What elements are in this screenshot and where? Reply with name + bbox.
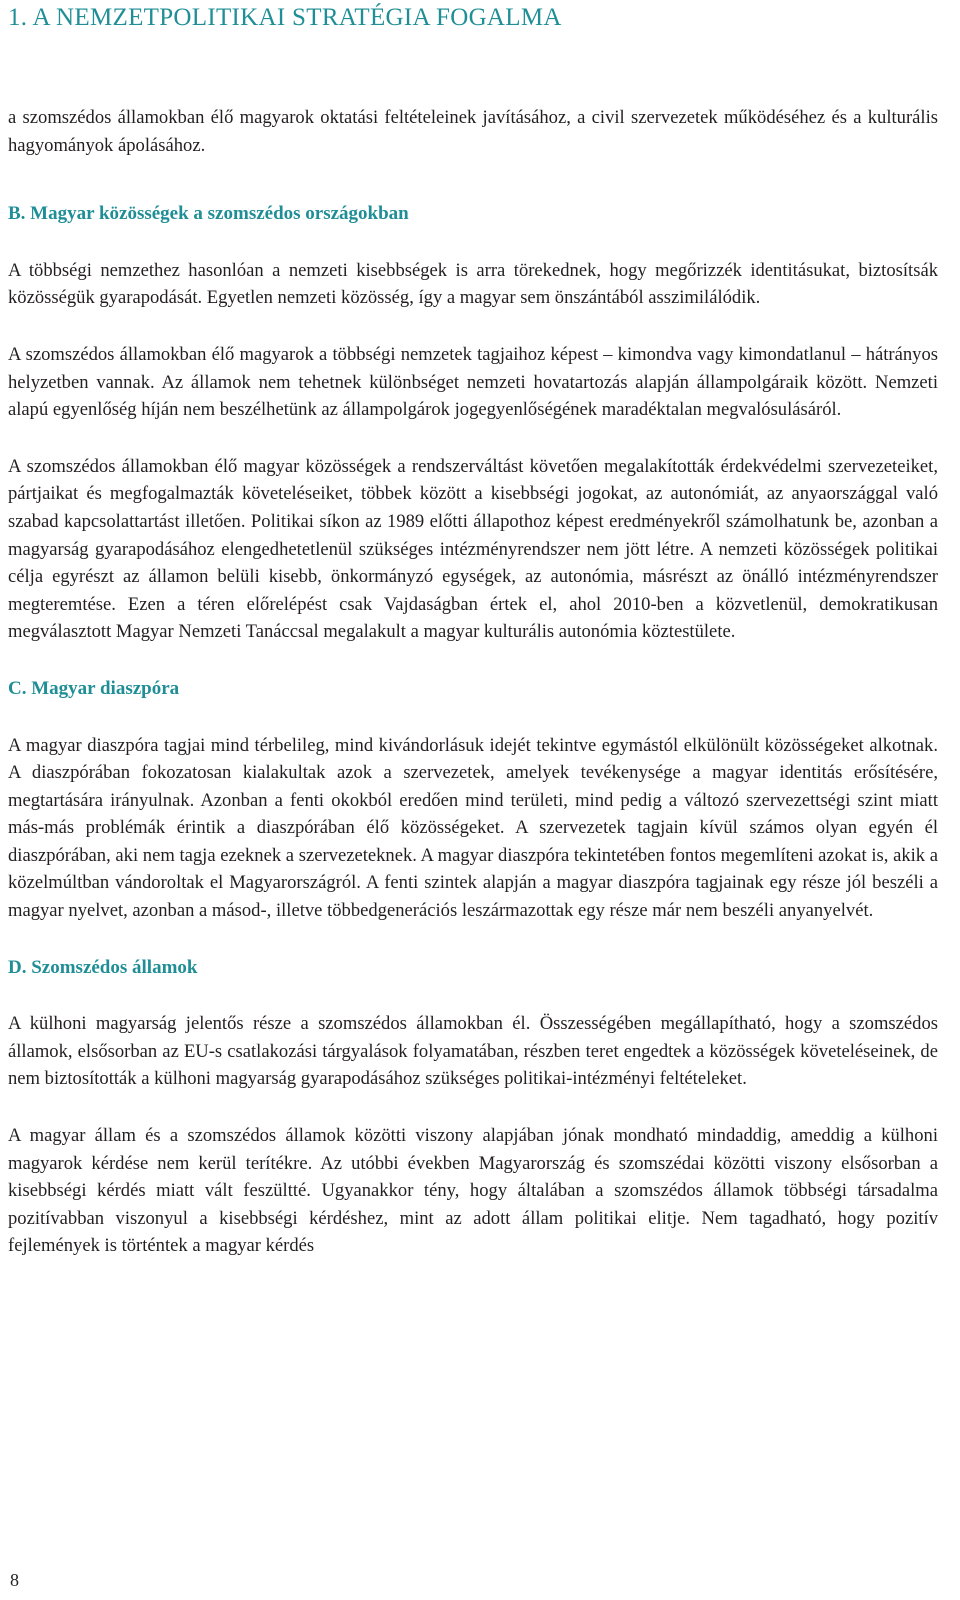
paragraph: A szomszédos államokban élő magyar közösségek a rendszerváltást követően megalakították érdekvédelmi szervezeteiket, pártjaikat és megfogalmazták követeléseiket, többek között a kisebbségi jogokat, az autonómiát, az anyaországgal való szabad kapcsolattartást illetően. Politikai síkon az 1989 előtti állapothoz képest eredményekről számolhatunk be, azonban a magyarság gyarapodásához elengedhetetlenül szükséges intézményrendszer nem jött létre. A nemzeti közösségek politikai célja egyrészt az államon belüli kisebb, önkormányzó egységek, az autonómia, másrészt az önálló intézményrendszer megteremtése. Ezen a téren előrelépést csak Vajdaságban értek el, ahol 2010-ben a közvetlenül, demokratikusan megválasztott Magyar Nemzeti Tanáccsal megalakult a magyar kulturális autonómia köztestülete. <box>8 455 938 643</box>
paragraph: A külhoni magyarság jelentős része a szomszédos államokban él. Összességében megállapítható, hogy a szomszédos államok, elsősorban az EU-s csatlakozási tárgyalások folyamatában, részben teret engedtek a közösségek követeléseinek, de nem biztosították a külhoni magyarság gyarapodásához szükséges politikai-intézményi feltételeket. <box>8 1013 938 1090</box>
page-body <box>8 104 938 1260</box>
paragraph: A többségi nemzethez hasonlóan a nemzeti kisebbségek is arra törekednek, hogy megőrizzék identitásukat, biztosítsák közösségük gyarapodását. Egyetlen nemzeti közösség, így a magyar sem önszántából asszimilálódik. <box>8 259 938 309</box>
paragraph: A szomszédos államokban élő magyarok a többségi nemzetek tagjaihoz képest – kimondva vagy kimondatlanul – hátrányos helyzetben vannak. Az államok nem tehetnek különbséget nemzeti hovatartozás alapján állampolgáraik között. Nemzeti alapú egyenlőség híján nem beszélhetünk az állampolgárok jogegyenlőségének maradéktalan megvalósulásáról. <box>8 343 938 421</box>
running-header: 1. A NEMZETPOLITIKAI STRATÉGIA FOGALMA <box>8 4 562 31</box>
section-heading-c: C. Magyar diaszpóra <box>8 677 180 699</box>
section-heading-b: B. Magyar közösségek a szomszédos országokban <box>8 203 409 225</box>
paragraph: A magyar diaszpóra tagjai mind térbelileg, mind kivándorlásuk idejét tekintve egymástól elkülönült közösségeket alkotnak. A diaszpórában fokozatosan kialakultak azok a szervezetek, amelyek tevékenysége a magyar identitás erősítésére, megtartására irányulnak. Azonban a fenti okokból eredően mind területi, mind pedig a változó szervezettségi szint miatt más-más problémák érintik a diaszpórában élő közösségeket. A szervezetek tagjain kívül számos olyan egyén él diaszpórában, aki nem tagja ezeknek a szervezeteknek. A magyar diaszpóra tekintetében fontos megemlíteni azokat is, akik a közelmúltban vándoroltak el Magyarországról. A fenti szintek alapján a magyar diaszpóra tagjainak egy része jól beszéli a magyar nyelvet, azonban a másod-, illetve többedgenerációs leszármazottak egy része már nem beszéli anyanyelvét. <box>8 734 938 922</box>
section-heading-d: D. Szomszédos államok <box>8 956 198 978</box>
page-number: 8 <box>10 1570 19 1590</box>
intro-paragraph: a szomszédos államokban élő magyarok oktatási feltételeinek javításához, a civil szervezetek működéséhez és a kulturális hagyományok ápolásához. <box>8 107 938 156</box>
paragraph: A magyar állam és a szomszédos államok közötti viszony alapjában jónak mondható mindaddig, ameddig a külhoni magyarok kérdése nem kerül terítékre. Az utóbbi években Magyarország és szomszédai közötti viszony elsősorban a kisebbségi kérdés miatt vált feszültté. Ugyanakkor tény, hogy általában a szomszédos államok többségi társadalma pozitívabban viszonyul a kisebbségi kérdéshez, mint az adott állam politikai elitje. Nem tagadható, hogy pozitív fejlemények is történtek a magyar kérdés <box>8 1125 938 1257</box>
